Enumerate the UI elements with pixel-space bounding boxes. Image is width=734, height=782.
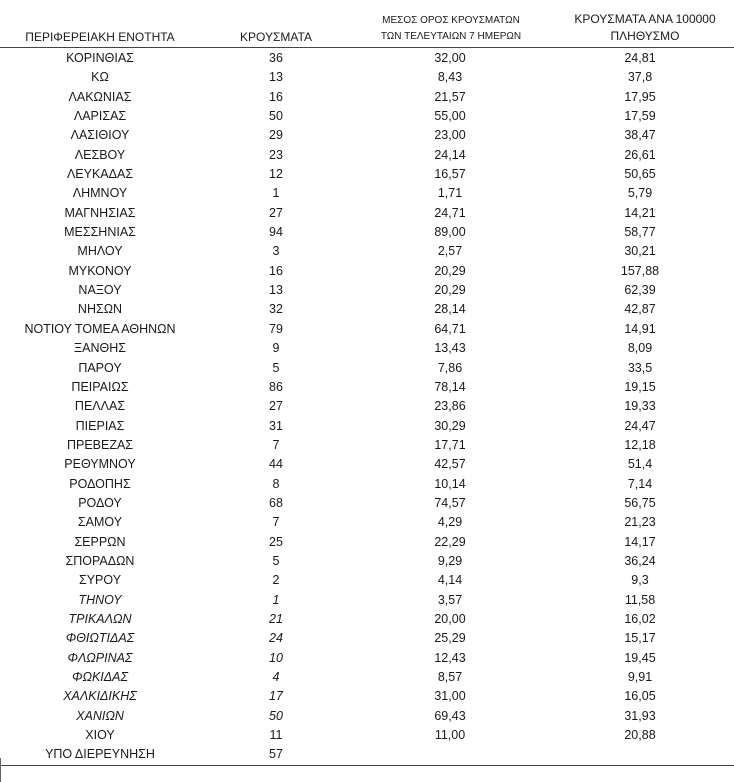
cell-per100k: 26,61 [624,147,656,162]
cell-cases: 8 [272,476,280,491]
table-row [0,687,734,706]
cell-per100k: 157,88 [620,263,660,278]
cell-cases: 17 [269,689,283,704]
cell-region: ΧΙΟΥ [85,728,115,743]
cell-cases: 13 [269,70,283,85]
cell-cases: 57 [269,747,283,762]
cell-region: ΚΩ [91,70,109,85]
cell-avg7: 8,57 [437,670,463,684]
table-row [0,107,734,126]
cell-region: ΠΙΕΡΙΑΣ [75,418,125,433]
cell-cases: 3 [272,244,280,259]
cell-avg7: 20,00 [434,611,466,626]
cell-per100k: 20,88 [624,728,656,743]
table-row [0,146,734,165]
cell-avg7: 12,43 [434,650,466,665]
cell-per100k: 14,91 [624,321,656,336]
cell-region: ΧΑΛΚΙΔΙΚΗΣ [63,689,137,704]
table-row [0,455,734,474]
cell-region: ΣΕΡΡΩΝ [74,534,126,549]
cell-per100k: 21,23 [624,515,656,530]
cell-region: ΛΗΜΝΟΥ [72,186,128,201]
cell-cases: 21 [269,611,283,626]
cell-per100k: 42,87 [624,302,656,317]
cell-per100k: 5,79 [627,186,653,201]
table-row [0,262,734,281]
table-row [0,88,734,107]
cell-avg7: 16,57 [434,167,466,182]
cell-per100k: 36,24 [624,553,656,568]
cell-region: ΠΕΙΡΑΙΩΣ [71,379,129,394]
cell-per100k: 9,3 [631,573,649,588]
cell-region: ΥΠΟ ΔΙΕΡΕΥΝΗΣΗ [45,747,155,762]
header-avg7-line2: ΤΩΝ ΤΕΛΕΥΤΑΙΩΝ 7 ΗΜΕΡΩΝ [380,31,522,42]
cell-avg7: 24,71 [434,205,466,220]
cell-cases: 16 [269,89,283,104]
table-row [0,417,734,436]
cell-per100k: 24,47 [624,418,656,433]
cell-avg7: 55,00 [434,109,466,124]
cell-region: ΞΑΝΘΗΣ [74,341,126,356]
cell-avg7: 10,14 [434,476,466,491]
cell-region: ΛΑΡΙΣΑΣ [73,109,127,124]
cell-cases: 27 [269,205,283,220]
cell-region: ΛΑΚΩΝΙΑΣ [68,89,132,104]
cell-avg7: 22,29 [434,534,466,549]
cell-region: ΠΡΕΒΕΖΑΣ [66,437,134,452]
cell-avg7: 24,14 [434,147,466,162]
cell-cases: 7 [272,437,280,452]
table-body [0,49,734,766]
cell-region: ΤΗΝΟΥ [78,592,122,607]
left-border [0,758,1,782]
cell-cases: 36 [269,51,283,65]
cell-avg7: 11,00 [434,728,466,743]
cell-avg7: 17,71 [434,437,466,452]
table-row [0,68,734,87]
cell-region: ΛΕΣΒΟΥ [74,147,126,162]
table-row [0,359,734,378]
cell-avg7: 23,00 [434,128,466,143]
cell-region: ΜΑΓΝΗΣΙΑΣ [64,205,136,220]
cell-cases: 50 [269,708,283,723]
cell-region: ΦΘΙΩΤΙΔΑΣ [65,631,135,646]
table-row [0,745,734,765]
table-row [0,629,734,648]
header-region [2,30,198,44]
table-row [0,281,734,300]
table-row [0,533,734,552]
cell-region: ΣΠΟΡΑΔΩΝ [65,553,135,568]
cell-avg7: 89,00 [434,225,466,240]
cell-region: ΠΑΡΟΥ [78,360,122,375]
cell-avg7: 4,29 [437,515,463,530]
cell-region: ΜΕΣΣΗΝΙΑΣ [64,225,136,240]
cell-region: ΛΑΣΙΘΙΟΥ [70,128,130,143]
cell-avg7: 30,29 [434,418,466,433]
cell-per100k: 16,02 [624,611,656,626]
table-row [0,649,734,668]
cell-cases: 29 [269,128,283,143]
cell-per100k: 56,75 [624,495,656,510]
cell-per100k: 8,09 [627,341,653,356]
header-per100k [540,11,734,45]
cell-cases: 94 [269,225,283,240]
cell-region: ΣΥΡΟΥ [78,573,122,588]
header-avg7 [352,13,550,45]
cell-region: ΠΕΛΛΑΣ [74,399,126,414]
cell-per100k: 30,21 [624,244,656,259]
cell-avg7: 7,86 [437,360,463,375]
cell-per100k: 50,65 [624,167,656,182]
cell-avg7: 32,00 [434,51,466,65]
cell-per100k: 19,15 [624,379,656,394]
cell-region: ΜΥΚΟΝΟΥ [68,263,132,278]
cell-per100k: 51,4 [627,457,653,472]
cell-cases: 4 [272,670,280,684]
cell-per100k: 12,18 [624,437,656,452]
cell-per100k: 24,81 [624,51,656,65]
cell-per100k: 15,17 [624,631,656,646]
cell-cases: 12 [269,167,283,182]
cell-cases: 1 [272,186,280,201]
cell-avg7: 4,14 [437,573,463,588]
cell-cases: 27 [269,399,283,414]
cell-cases: 9 [272,341,280,356]
cell-cases: 5 [272,360,280,375]
cell-avg7: 2,57 [437,244,463,259]
cell-cases: 11 [269,728,283,743]
cell-region: ΤΡΙΚΑΛΩΝ [68,611,132,626]
table-row [0,591,734,610]
cell-per100k: 17,59 [624,109,656,124]
cell-cases: 68 [269,495,283,510]
cell-per100k: 31,93 [624,708,656,723]
cell-region: ΧΑΝΙΩΝ [76,708,124,723]
cell-avg7: 69,43 [434,708,466,723]
cell-region: ΜΗΛΟΥ [77,244,123,259]
cell-avg7: 20,29 [434,283,466,298]
cell-cases: 5 [272,553,280,568]
cell-cases: 10 [269,650,283,665]
cell-region: ΡΟΔΟΥ [78,495,122,510]
cell-per100k: 19,33 [624,399,656,414]
header-divider [0,47,734,48]
header-per100k-line1: ΚΡΟΥΣΜΑΤΑ ΑΝΑ 100000 [574,12,716,26]
table-row [0,184,734,203]
cell-cases: 2 [272,573,280,588]
cell-avg7: 31,00 [434,689,466,704]
header-cases [230,30,322,44]
cell-avg7: 13,43 [434,341,466,356]
cell-region: ΚΟΡΙΝΘΙΑΣ [66,51,134,65]
cell-cases: 44 [269,457,283,472]
cell-region: ΣΑΜΟΥ [77,515,123,530]
cell-per100k: 33,5 [627,360,653,375]
table-row [0,494,734,513]
cell-region: ΦΩΚΙΔΑΣ [72,670,128,684]
cell-region: ΝΑΞΟΥ [78,283,122,298]
cell-avg7: 28,14 [434,302,466,317]
table-row [0,571,734,590]
table-row [0,726,734,745]
table-row [0,378,734,397]
cell-avg7: 21,57 [434,89,466,104]
table-row [0,204,734,223]
header-per100k-line2: ΠΛΗΘΥΣΜΟ [610,29,680,43]
header-region-label: ΠΕΡΙΦΕΡΕΙΑΚΗ ΕΝΟΤΗΤΑ [25,30,175,44]
cell-per100k: 17,95 [624,89,656,104]
cell-cases: 24 [269,631,283,646]
table-row [0,610,734,629]
table-row [0,513,734,532]
cell-cases: 86 [269,379,283,394]
cell-region: ΝΗΣΩΝ [77,302,123,317]
cell-region: ΡΟΔΟΠΗΣ [69,476,131,491]
cell-region: ΦΛΩΡΙΝΑΣ [67,650,133,665]
table-row [0,436,734,455]
table-row [0,126,734,145]
cell-cases: 25 [269,534,283,549]
table-row [0,668,734,687]
table-row [0,49,734,68]
cell-per100k: 37,8 [627,70,653,85]
table-row [0,242,734,261]
cell-avg7: 25,29 [434,631,466,646]
cell-cases: 16 [269,263,283,278]
cell-per100k: 14,17 [624,534,656,549]
table-row [0,552,734,571]
cell-avg7: 3,57 [437,592,463,607]
cell-per100k: 38,47 [624,128,656,143]
cell-cases: 23 [269,147,283,162]
cell-cases: 7 [272,515,280,530]
cell-avg7: 20,29 [434,263,466,278]
cell-avg7: 8,43 [437,70,463,85]
cell-avg7: 74,57 [434,495,466,510]
header-avg7-line1: ΜΕΣΟΣ ΟΡΟΣ ΚΡΟΥΣΜΑΤΩΝ [382,15,520,26]
cell-per100k: 19,45 [624,650,656,665]
header-cases-label: ΚΡΟΥΣΜΑΤΑ [240,30,312,44]
table-row [0,397,734,416]
cell-cases: 50 [269,109,283,124]
cell-per100k: 58,77 [624,225,656,240]
cell-avg7: 42,57 [434,457,466,472]
cell-per100k: 16,05 [624,689,656,704]
cell-cases: 31 [269,418,283,433]
cell-per100k: 9,91 [627,670,653,684]
cell-region: ΝΟΤΙΟΥ ΤΟΜΕΑ ΑΘΗΝΩΝ [24,321,176,336]
table-row [0,339,734,358]
cell-region: ΛΕΥΚΑΔΑΣ [66,167,134,182]
cell-region: ΡΕΘΥΜΝΟΥ [64,457,136,472]
table-row [0,165,734,184]
cell-avg7: 1,71 [437,186,463,201]
cell-per100k: 7,14 [627,476,653,491]
table-row [0,223,734,242]
cell-cases: 13 [269,283,283,298]
cell-cases: 32 [269,302,283,317]
table-row [0,707,734,726]
cell-per100k: 11,58 [624,592,656,607]
table-row [0,300,734,319]
cell-cases: 79 [269,321,283,336]
column-headers [0,0,734,50]
cell-avg7: 23,86 [434,399,466,414]
table-row [0,320,734,339]
cell-per100k: 62,39 [624,283,656,298]
cell-avg7: 9,29 [437,553,463,568]
cell-avg7: 64,71 [434,321,466,336]
cell-avg7: 78,14 [434,379,466,394]
table-row [0,475,734,494]
cell-cases: 1 [272,592,280,607]
cell-per100k: 14,21 [624,205,656,220]
